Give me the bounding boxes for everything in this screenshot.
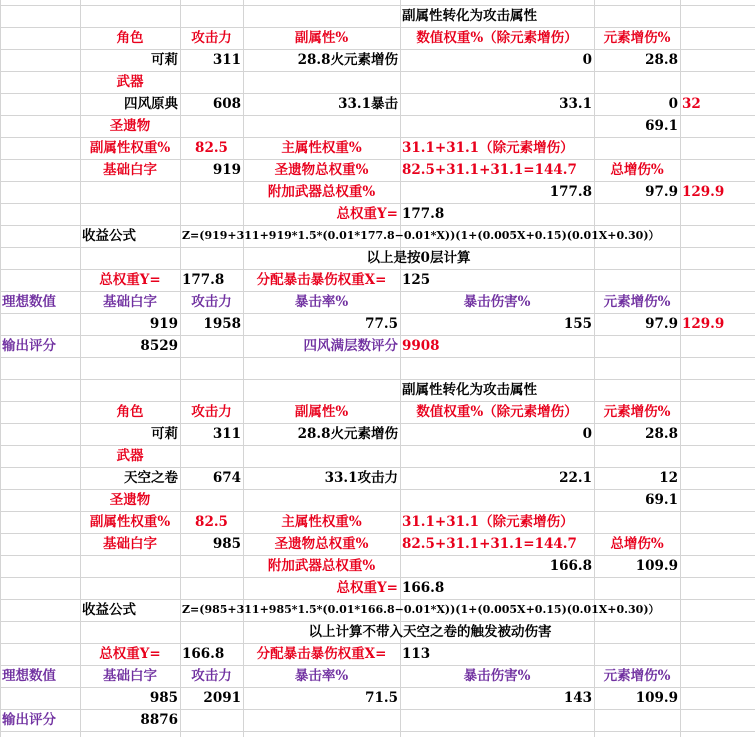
cell[interactable]: 71.5 [365, 690, 398, 706]
cell[interactable]: 22.1 [559, 470, 592, 486]
cell[interactable]: 28.8 [645, 426, 678, 442]
cell[interactable]: 主属性权重% [281, 514, 362, 530]
cell[interactable]: 暴击率% [294, 668, 349, 684]
cell[interactable]: 元素增伤% [603, 30, 671, 46]
cell[interactable]: 输出评分 [2, 338, 56, 354]
cell[interactable]: 311 [212, 426, 241, 442]
cell[interactable]: 82.5 [195, 140, 228, 156]
cell[interactable]: 总权重Y= [336, 580, 398, 596]
cell[interactable]: 分配暴击暴伤权重X= [256, 272, 387, 288]
cell[interactable]: 四风满层数评分 [303, 338, 398, 354]
cell[interactable]: 总增伤% [610, 536, 664, 552]
cell[interactable]: 9908 [402, 338, 440, 354]
cell[interactable]: 攻击力 [191, 668, 232, 684]
cell[interactable]: 圣遗物总权重% [274, 162, 369, 178]
cell[interactable]: 数值权重%（除元素增伤） [416, 404, 578, 420]
cell[interactable]: 109.9 [635, 558, 678, 574]
cell[interactable]: 基础白字 [103, 668, 157, 684]
cell[interactable]: 理想数值 [2, 294, 56, 310]
cell[interactable]: 副属性权重% [89, 140, 171, 156]
cell[interactable]: 数值权重%（除元素增伤） [416, 30, 578, 46]
cell[interactable]: 0 [668, 96, 678, 112]
cell[interactable]: 基础白字 [103, 536, 157, 552]
cell[interactable]: 33.1暴击 [338, 96, 398, 112]
cell[interactable]: 28.8 [645, 52, 678, 68]
cell[interactable]: 攻击力 [191, 404, 232, 420]
cell[interactable]: 角色 [116, 404, 144, 420]
cell[interactable]: 副属性转化为攻击属性 [402, 382, 537, 398]
cell[interactable]: 12 [659, 470, 678, 486]
cell[interactable]: 113 [402, 646, 431, 662]
grid-row-line [0, 357, 755, 358]
cell[interactable]: 608 [212, 96, 241, 112]
cell[interactable]: 97.9 [645, 184, 678, 200]
cell[interactable]: 97.9 [645, 316, 678, 332]
cell[interactable]: 总权重Y= [99, 272, 161, 288]
cell[interactable]: 输出评分 [2, 712, 56, 728]
cell[interactable]: 69.1 [645, 492, 678, 508]
cell[interactable]: 0 [582, 52, 592, 68]
cell[interactable]: 副属性% [294, 30, 349, 46]
cell[interactable]: 1958 [203, 316, 241, 332]
cell[interactable]: 311 [212, 52, 241, 68]
cell[interactable]: 圣遗物总权重% [274, 536, 369, 552]
cell[interactable]: 82.5 [195, 514, 228, 530]
cell[interactable]: 总权重Y= [336, 206, 398, 222]
cell[interactable]: Z=(985+311+985*1.5*(0.01*166.8−0.01*X))(1+(0.005X+0.15)(0.01X+0.30)） [182, 603, 660, 616]
grid-row-line [0, 731, 755, 732]
cell[interactable]: 177.8 [182, 272, 225, 288]
grid-row-line [0, 5, 755, 6]
cell[interactable]: 143 [563, 690, 592, 706]
cell[interactable]: 28.8火元素增伤 [297, 426, 398, 442]
cell[interactable]: 角色 [116, 30, 144, 46]
cell[interactable]: 副属性权重% [89, 514, 171, 530]
cell[interactable]: 以上计算不带入天空之卷的触发被动伤害 [308, 624, 552, 640]
cell[interactable]: 109.9 [635, 690, 678, 706]
cell[interactable]: 可莉 [151, 426, 178, 442]
cell[interactable]: 附加武器总权重% [267, 558, 376, 574]
cell[interactable]: 基础白字 [103, 294, 157, 310]
cell[interactable]: 0 [582, 426, 592, 442]
cell[interactable]: 副属性转化为攻击属性 [402, 8, 537, 24]
cell[interactable]: 元素增伤% [603, 404, 671, 420]
cell[interactable]: 177.8 [549, 184, 592, 200]
cell[interactable]: 收益公式 [82, 228, 136, 244]
cell[interactable]: 总权重Y= [99, 646, 161, 662]
cell[interactable]: 暴击率% [294, 294, 349, 310]
cell[interactable]: 129.9 [682, 316, 725, 332]
cell[interactable]: 33.1 [559, 96, 592, 112]
cell[interactable]: 四风原典 [124, 96, 178, 112]
cell[interactable]: 129.9 [682, 184, 725, 200]
cell[interactable]: 32 [682, 96, 701, 112]
cell[interactable]: 166.8 [549, 558, 592, 574]
cell[interactable]: 攻击力 [191, 294, 232, 310]
cell[interactable]: 8529 [140, 338, 178, 354]
cell[interactable]: 674 [212, 470, 241, 486]
cell[interactable]: 166.8 [402, 580, 445, 596]
cell[interactable]: 暴击伤害% [463, 668, 531, 684]
cell[interactable]: 武器 [116, 74, 144, 90]
cell[interactable]: 理想数值 [2, 668, 56, 684]
cell[interactable]: 暴击伤害% [463, 294, 531, 310]
cell[interactable]: 天空之卷 [124, 470, 178, 486]
cell[interactable]: 919 [212, 162, 241, 178]
cell[interactable]: 可莉 [151, 52, 178, 68]
cell[interactable]: 28.8火元素增伤 [297, 52, 398, 68]
cell[interactable]: 82.5+31.1+31.1=144.7 [402, 536, 577, 552]
cell[interactable]: 82.5+31.1+31.1=144.7 [402, 162, 577, 178]
cell[interactable]: 8876 [140, 712, 178, 728]
cell[interactable]: 元素增伤% [603, 294, 671, 310]
cell[interactable]: 攻击力 [191, 30, 232, 46]
cell[interactable]: 177.8 [402, 206, 445, 222]
cell[interactable]: 元素增伤% [603, 668, 671, 684]
cell[interactable]: 圣遗物 [109, 492, 151, 508]
grid-row-line [0, 379, 755, 380]
cell[interactable]: 155 [563, 316, 592, 332]
grid-column-line [0, 0, 1, 737]
cell[interactable]: 收益公式 [82, 602, 136, 618]
cell[interactable]: 166.8 [182, 646, 225, 662]
cell[interactable]: 副属性% [294, 404, 349, 420]
cell[interactable]: 985 [149, 690, 178, 706]
cell[interactable]: 2091 [203, 690, 241, 706]
cell[interactable]: 圣遗物 [109, 118, 151, 134]
cell[interactable]: 武器 [116, 448, 144, 464]
cell[interactable]: 31.1+31.1（除元素增伤） [402, 140, 574, 156]
cell[interactable]: 33.1攻击力 [324, 470, 398, 486]
cell[interactable]: 77.5 [365, 316, 398, 332]
cell[interactable]: 69.1 [645, 118, 678, 134]
cell[interactable]: 基础白字 [103, 162, 157, 178]
cell[interactable]: 以上是按0层计算 [366, 250, 471, 266]
cell[interactable]: 31.1+31.1（除元素增伤） [402, 514, 574, 530]
cell[interactable]: 总增伤% [610, 162, 664, 178]
cell[interactable]: 分配暴击暴伤权重X= [256, 646, 387, 662]
cell[interactable]: 125 [402, 272, 431, 288]
cell[interactable]: 附加武器总权重% [267, 184, 376, 200]
cell[interactable]: 919 [149, 316, 178, 332]
cell[interactable]: 主属性权重% [281, 140, 362, 156]
cell[interactable]: 985 [212, 536, 241, 552]
cell[interactable]: Z=(919+311+919*1.5*(0.01*177.8−0.01*X))(1+(0.005X+0.15)(0.01X+0.30)） [182, 229, 660, 242]
